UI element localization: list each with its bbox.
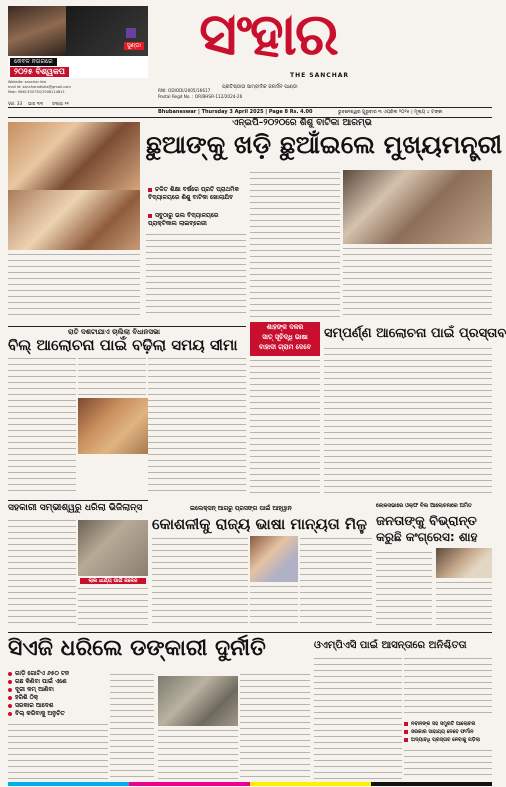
coop-headline-bar <box>8 500 148 517</box>
cag-body-col4 <box>240 672 310 780</box>
assembly-body-col2 <box>78 356 146 396</box>
promo-line2: ୨୦୨୫ ବିଶ୍ୱକପ <box>10 67 69 77</box>
promo-line1: କେବଳ ନଗରରେ <box>10 58 57 66</box>
cag-rule <box>8 632 492 633</box>
cag-bullet-4: ସରକାର ଆଦେଶ <box>8 702 108 710</box>
contact-info <box>8 80 158 100</box>
right-ad-area <box>380 6 492 86</box>
congress-body-col2 <box>436 580 492 628</box>
top-story-body-col4 <box>343 246 492 316</box>
mp-body-col1 <box>314 656 402 780</box>
kosli-kicker: ଇଲେକ୍ସନ୍ ଆଗରୁ ପ୍ରସଙ୍ଗ ପାଇଁ ଆହ୍ୱାନ <box>190 505 292 512</box>
cag-photo <box>158 676 238 726</box>
side-box-line3: ବାହାଦୀ ଗ୍ରାମ ଦେବେ <box>258 343 312 351</box>
email-text: mail id: sancharodisha@gmail.com <box>8 85 71 89</box>
cag-body-col3 <box>158 728 238 780</box>
cag-headline: ସିଏଜି ଧରିଲେ ଡଙ୍କାରୀ ଦୁର୍ନୀତି <box>8 636 266 661</box>
top-story-bullet-1 <box>148 186 246 202</box>
postal-text: Postal Regd No. : OR/BHSR-112/2024-26 <box>158 94 243 99</box>
cag-bullet-1: ଗଛ କିଣିବା ପାଇଁ ଏଣେ <box>8 678 108 686</box>
kosli-body-col1 <box>152 536 248 628</box>
phone-text: Mob: 9861330730/7008114811 <box>8 90 65 94</box>
masthead-tagline: ପ୍ରତିଷ୍ଠାତା ସାମ୍ବାଦିକ ଜନାର୍ଦନ ପାଣ୍ଡା <box>222 84 298 90</box>
top-story-kicker: ଏନ୍‌ଇପି–୨୦୨୦ରେ ଶିଶୁ ବାଟିକା ଆରମ୍ଭ <box>232 118 372 128</box>
bullet-dot-icon <box>404 730 408 734</box>
masthead-subtitle: THE SANCHAR <box>290 72 349 79</box>
assembly-body-col1 <box>8 356 76 496</box>
congress-headline-1: ଜନତାଙ୍କୁ ବିଭ୍ରାନ୍ତ <box>376 514 477 529</box>
proposal-headline: ସମ୍ପର୍ଣ୍ଣ ଆଲୋଚନା ପାଇଁ ପ୍ରସ୍ତାବ <box>324 326 506 341</box>
regd-text: RNI: ODIODI/2005/16617 <box>158 88 211 93</box>
proposal-body <box>324 346 492 496</box>
top-story-photo-left <box>8 122 140 190</box>
kosli-body-col2 <box>250 584 298 628</box>
issue-label: ଭାଗ ୩୩ <box>28 101 44 106</box>
cag-body-col1 <box>8 722 108 780</box>
dateline-bar <box>8 107 492 118</box>
coop-photo <box>78 520 148 576</box>
side-box-line1: ଶାହଙ୍କ ଦଳର <box>266 323 304 331</box>
kosli-photo <box>250 536 298 582</box>
side-box-body <box>250 358 320 496</box>
bullet-dot-icon <box>8 712 12 716</box>
mp-headline: ଓଏମ୍‌ପିଏସି ପାଇଁ ଆସନ୍ତାରେ ଅନିଶ୍ଚିତତା <box>314 640 467 651</box>
top-story-photo-right <box>343 170 492 244</box>
issue-no: ସଂଖ୍ୟା ୨୨ <box>52 101 69 106</box>
cag-body-col2 <box>110 672 154 780</box>
top-story-body-col1 <box>8 252 140 318</box>
cag-bullet-2: ଦୂରୀ କମ୍ ଆଣିବା <box>8 686 108 694</box>
kosli-body-col3 <box>300 536 372 628</box>
congress-body-col1 <box>376 550 432 628</box>
top-story-headline: ଛୁଆଙ୍କୁ ଖଡ଼ି ଛୁଆଁଇଲେ ମୁଖ୍ୟମନ୍ତ୍ରୀ <box>146 130 503 159</box>
vol-text: Vol. 33 <box>8 101 23 106</box>
promo-logo-icon <box>126 28 136 38</box>
promo-banner <box>66 6 148 56</box>
bullet-dot-icon <box>8 688 12 692</box>
kosli-headline: କୋଶଳୀକୁ ରାଜ୍ୟ ଭାଷା ମାନ୍ୟତା ମିଳୁ <box>152 515 367 533</box>
coop-body-col2 <box>78 586 148 628</box>
top-story-body-col2 <box>146 232 246 318</box>
mp-body-col2 <box>404 656 492 716</box>
promo-photo <box>8 6 66 56</box>
bullet-2-text: ସବୁଠାରୁ ଭଲ ବିଦ୍ୟାଳୟରେ ପ୍ରାକ୍ଟିକାଲ ଲାଇବ୍ରେରୀ <box>148 212 219 227</box>
website-text: Website: sanchar.live <box>8 80 47 84</box>
mp-bullet-1: ସରକାର ସାହାଯ୍ୟ ନେବେ ଫର୍ମାନ <box>404 728 492 736</box>
congress-headline-2: କରୁଛି କଂଗ୍ରେସ: ଶାହ <box>376 530 478 544</box>
bullet-dot-icon <box>404 738 408 742</box>
mp-bullet-2: ଅଦ୍ୟାବଧି ପ୍ରସ୍ତାବ ନେବାକୁ ପଡ଼ିଲା <box>404 736 492 744</box>
side-box-line2: ସାତ୍ ସୂଚିଦ୍ଧି ଭାଷା <box>262 333 308 341</box>
bullet-dot-icon <box>148 214 152 218</box>
cag-bullet-5: ବିଲ୍ କରିବାକୁ ଅନୁଚିତ <box>8 710 108 718</box>
top-story-photo-mid <box>8 190 140 250</box>
mp-bullet-0: ନବୀନଙ୍କ ସହ ସମ୍ପ୍ରତି ଆଲୋଚନା <box>404 720 492 728</box>
coop-headline: ସହକାରୀ ସମ୍ଭୀଶ୍ୱରୁ ଧରିଲା ଭିଜିଲାନ୍ସ <box>8 503 143 513</box>
cag-bullet-list <box>8 670 108 718</box>
bullet-1-text: ଚଳିତ ଶିକ୍ଷା ବର୍ଷରେ ପ୍ରତି ପ୍ରାଥମିକ ବିଦ୍ୟାଳୟରେ ଶିଶୁ ବାଟିକା ଖୋଲାଯିବ <box>148 186 239 201</box>
assembly-headline: ବିଲ୍ ଆଲୋଚନା ପାଇଁ ବଢ଼ିଲା ସମୟ ସୀମା <box>8 336 238 354</box>
masthead-title: ସଂହାର <box>199 0 337 68</box>
bullet-dot-icon <box>148 188 152 192</box>
mp-bullet-list <box>404 720 492 744</box>
bullet-dot-icon <box>8 680 12 684</box>
cag-bullet-0: ଗାଡ଼ି ଗୋଟିଏ ୬୫୦ ଟନ <box>8 670 108 678</box>
color-bar <box>8 782 492 786</box>
promo-box[interactable] <box>8 6 148 78</box>
assembly-body-col3 <box>148 356 246 496</box>
assembly-kicker: ରାତି ଦଶଟାଯାଏ ଚାଲିଲା ବିଧାନସଭା <box>68 328 160 336</box>
masthead <box>8 0 492 100</box>
cag-bullet-3: ହରିଶି ଠିକ୍ <box>8 694 108 702</box>
bullet-dot-icon <box>8 696 12 700</box>
coop-body-col1 <box>8 518 76 628</box>
dateline-text: Bhubaneswar | Thursday 3 April 2025 | Page 8 Rs. 4.00 <box>158 109 313 115</box>
bullet-dot-icon <box>8 704 12 708</box>
mp-body-col3 <box>404 748 492 780</box>
coop-caption: ଲାଲ ଧାର୍ଯ୍ୟ ପାଇଁ କଳେଜ <box>80 578 146 584</box>
top-story-body-col3 <box>250 170 340 318</box>
congress-kicker: ଲୋକସଭାରେ ଓକ୍ଫ ବିଲ ଆଲୋଚନାରେ ଅମିତ <box>376 503 472 509</box>
bullet-dot-icon <box>404 722 408 726</box>
top-story-bullet-2 <box>148 212 246 228</box>
odia-date: ଭୁବନେଶ୍ୱର ଗୁରୁବାର ୩ ଏପ୍ରିଲ ୨୦୨୫ | ମୂଲ୍ୟ ୪ ଟଙ୍କା <box>338 110 443 115</box>
side-box <box>250 322 320 356</box>
promo-badge: ସୁଣ୍ଡା <box>124 42 144 50</box>
bullet-dot-icon <box>8 672 12 676</box>
congress-photo <box>436 548 492 578</box>
